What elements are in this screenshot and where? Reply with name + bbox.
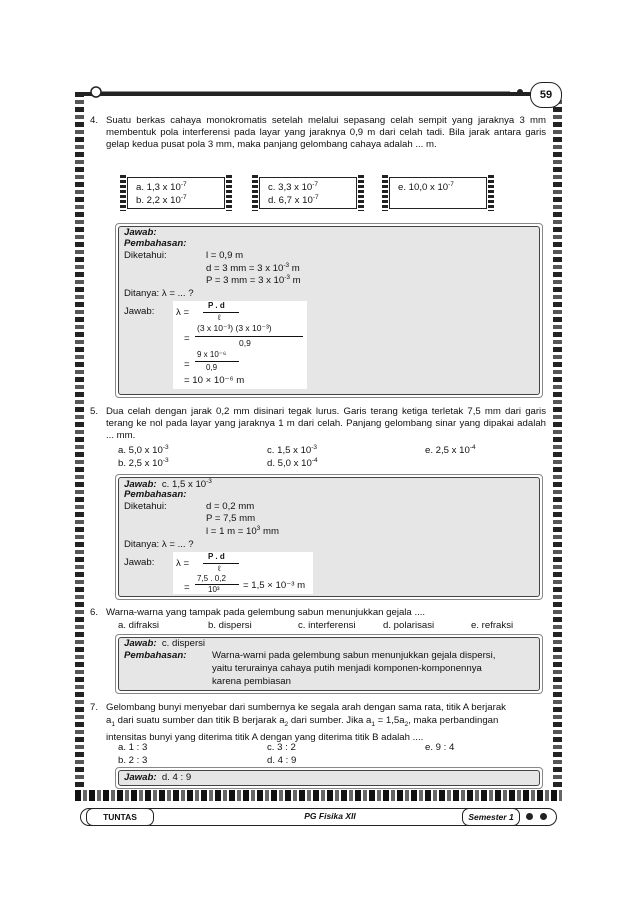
- footer-semester: Semester 1: [462, 808, 520, 826]
- pembahasan-label: Pembahasan:: [124, 238, 187, 249]
- diketahui-label: Diketahui:: [124, 250, 167, 261]
- frac2-num: 7,5 . 0,2: [197, 574, 226, 583]
- question-4: [90, 115, 546, 151]
- given-l: l = 0,9 m: [206, 250, 244, 261]
- question-text: Dua celah dengan jarak 0,2 mm disinari tegak lurus. Garis terang ketiga terletak 7,5 mm dari garis terang ke nol pada layar yang jaraknya 1 m dari celah. Panjang gelombang sinar yang dipakai adalah ... mm.: [106, 406, 546, 441]
- option-e[interactable]: e. 9 : 4: [425, 742, 455, 753]
- option-a[interactable]: a. 1 : 3: [118, 742, 148, 753]
- bottom-border: [75, 790, 562, 801]
- explanation-line-3: karena pembiasan: [212, 676, 291, 687]
- lambda-eq: λ =: [176, 307, 190, 318]
- jawab-line: Jawab: c. dispersi: [124, 638, 206, 649]
- option-d[interactable]: d. 4 : 9: [267, 755, 297, 766]
- option-c[interactable]: c. 3 : 2: [267, 742, 296, 753]
- result-5: = 1,5 × 10⁻³ m: [243, 580, 306, 591]
- pembahasan-label: Pembahasan:: [124, 489, 187, 500]
- eq2: =: [184, 582, 190, 593]
- jawab-line: Jawab: d. 4 : 9: [124, 772, 192, 783]
- pembahasan-label: Pembahasan:: [124, 650, 187, 661]
- formula-5: [173, 552, 313, 594]
- option-c[interactable]: c. 3,3 x $10^{-7}$: [268, 181, 319, 194]
- frac2-den: 0,9: [239, 338, 251, 348]
- option-a[interactable]: a. 1,3 x $10^{-7}$: [136, 181, 187, 194]
- frac1-den: ℓ: [218, 564, 221, 573]
- option-e[interactable]: e. 10,0 x $10^{-7}$: [398, 181, 454, 194]
- option-c[interactable]: c. 1,5 x $10^{-3}$: [267, 444, 318, 457]
- formula-4: [173, 301, 307, 389]
- footer-dot-icon: [540, 813, 547, 820]
- answer-box-4: [118, 226, 540, 395]
- question-7: [90, 701, 546, 744]
- option-b[interactable]: b. 2,2 x $10^{-7}$: [136, 194, 187, 207]
- page-number: 59: [530, 82, 562, 108]
- given-l: l = 1 $m = 10^3$ mm: [206, 525, 279, 538]
- lambda-eq: λ =: [176, 558, 190, 569]
- jawab-line: Jawab: c. 1,5 x $10^{-3}$: [124, 478, 212, 491]
- frac2-den: 10³: [208, 585, 220, 594]
- option-a[interactable]: a. 5,0 x $10^{-3}$: [118, 444, 169, 457]
- options-box-ab: [127, 177, 225, 209]
- result-4: = 10 × 10⁻⁶ m: [184, 375, 245, 386]
- frac1-num: P . d: [208, 552, 225, 561]
- option-c[interactable]: c. interferensi: [298, 620, 356, 631]
- frac1-den: ℓ: [218, 313, 221, 322]
- footer-dot-icon: [526, 813, 533, 820]
- answer-box-6: [118, 637, 540, 691]
- question-text: Suatu berkas cahaya monokromatis setelah melalui sepasang celah sempit yang jaraknya 3 mm membentuk pola interferensi pada layar yang jaraknya 0,9 m dari celah tadi. Bila jarak antara garis gelap kedua pusat pola 3 mm, maka panjang gelombang cahaya adalah ... m.: [106, 115, 546, 150]
- question-line-3: intensitas bunyi yang diterima titik A dengan yang diterima titik B adalah ....: [106, 731, 424, 743]
- option-d[interactable]: d. polarisasi: [383, 620, 435, 631]
- option-b[interactable]: b. 2 : 3: [118, 755, 148, 766]
- answer-box-7: [118, 770, 540, 786]
- ditanya-label: Ditanya: λ = ... ?: [124, 539, 194, 550]
- left-border: [75, 92, 84, 792]
- option-e[interactable]: e. refraksi: [471, 620, 514, 631]
- frac2-num: (3 x 10⁻³) (3 x 10⁻³): [197, 323, 272, 333]
- explanation-line-2: yaitu terurainya cahaya putih menjadi komponen-komponennya: [212, 663, 482, 674]
- jawab-step-label: Jawab:: [124, 557, 155, 568]
- question-number: 5.: [90, 406, 99, 417]
- option-a[interactable]: a. difraksi: [118, 620, 160, 631]
- footer-tuntas: TUNTAS: [86, 808, 154, 826]
- question-number: 6.: [90, 607, 99, 618]
- answer-box-5: [118, 477, 540, 597]
- frac3-den: 0,9: [206, 363, 218, 372]
- option-b[interactable]: b. 2,5 x $10^{-3}$: [118, 457, 169, 470]
- eq3: =: [184, 359, 190, 370]
- given-d: d = 3 mm = 3 x $10^{-3}$ m: [206, 262, 300, 275]
- ditanya-label: Ditanya: λ = ... ?: [124, 288, 194, 299]
- given-d: d = 0,2 mm: [206, 501, 255, 512]
- frac3-num: 9 x 10⁻⁶: [197, 350, 227, 359]
- jawab-label: Jawab:: [124, 227, 157, 238]
- question-text: Warna-warna yang tampak pada gelembung sabun menunjukkan gejala ....: [106, 607, 426, 618]
- question-line-1: Gelombang bunyi menyebar dari sumbernya ke segala arah dengan sama rata, titik A berjarak: [106, 702, 506, 713]
- question-6: [90, 607, 546, 619]
- top-decoration: [80, 86, 530, 98]
- given-p: P = 7,5 mm: [206, 513, 256, 524]
- question-line-2: $a_1$ dari suatu sumber dan titik B berjarak $a_2$ dari sumber. Jika $a_1 = 1,5a_2$, maka perbandingan: [106, 715, 499, 728]
- question-number: 7.: [90, 702, 99, 713]
- eq2: =: [184, 333, 190, 344]
- frac1-num: P . d: [208, 301, 225, 310]
- given-p: P = 3 mm = 3 x $10^{-3}$ m: [206, 274, 301, 287]
- explanation-line-1: Warna-warni pada gelembung sabun menunjukkan gejala dispersi,: [212, 650, 496, 661]
- question-5: [90, 406, 546, 442]
- jawab-step-label: Jawab:: [124, 306, 155, 317]
- option-d[interactable]: d. 6,7 x $10^{-7}$: [268, 194, 319, 207]
- right-border: [553, 92, 562, 792]
- question-number: 4.: [90, 115, 99, 126]
- footer-subject: PG Fisika XII: [304, 811, 356, 821]
- options-box-cd: [259, 177, 357, 209]
- options-box-e: [389, 177, 487, 209]
- option-b[interactable]: b. dispersi: [208, 620, 252, 631]
- option-d[interactable]: d. 5,0 x $10^{-4}$: [267, 457, 318, 470]
- diketahui-label: Diketahui:: [124, 501, 167, 512]
- option-e[interactable]: e. 2,5 x $10^{-4}$: [425, 444, 476, 457]
